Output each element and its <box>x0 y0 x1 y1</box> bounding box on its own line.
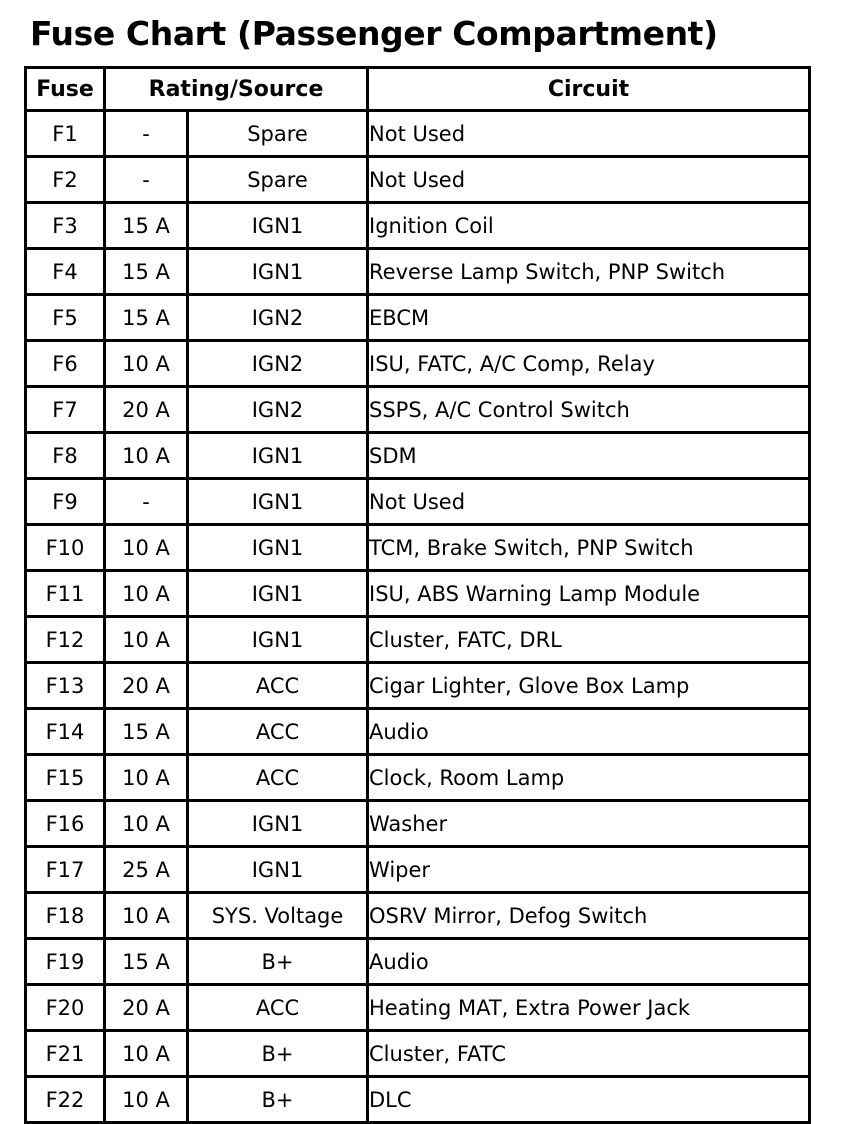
source-cell: ACC <box>188 709 368 755</box>
table-row <box>26 249 810 295</box>
table-row <box>26 111 810 157</box>
rating-cell: 15 A <box>105 709 188 755</box>
table-header-row <box>26 68 810 111</box>
circuit-cell: EBCM <box>368 295 810 341</box>
rating-cell: 10 A <box>105 617 188 663</box>
rating-cell: 10 A <box>105 433 188 479</box>
source-cell: IGN1 <box>188 801 368 847</box>
circuit-cell: Not Used <box>368 479 810 525</box>
circuit-cell: Cigar Lighter, Glove Box Lamp <box>368 663 810 709</box>
fuse-id-cell: F20 <box>26 985 105 1031</box>
fuse-id-cell: F10 <box>26 525 105 571</box>
table-row <box>26 479 810 525</box>
circuit-cell: Audio <box>368 939 810 985</box>
fuse-id-cell: F8 <box>26 433 105 479</box>
circuit-cell: Ignition Coil <box>368 203 810 249</box>
table-row <box>26 571 810 617</box>
fuse-id-cell: F9 <box>26 479 105 525</box>
source-cell: SYS. Voltage <box>188 893 368 939</box>
table-row <box>26 433 810 479</box>
rating-cell: 10 A <box>105 801 188 847</box>
column-header-fuse: Fuse <box>26 68 105 111</box>
table-row <box>26 203 810 249</box>
column-header-rating-source: Rating/Source <box>105 68 368 111</box>
source-cell: Spare <box>188 111 368 157</box>
table-body <box>26 111 810 1123</box>
table-row <box>26 663 810 709</box>
table-row <box>26 1031 810 1077</box>
fuse-id-cell: F16 <box>26 801 105 847</box>
table-row <box>26 755 810 801</box>
fuse-id-cell: F7 <box>26 387 105 433</box>
source-cell: IGN1 <box>188 433 368 479</box>
rating-cell: 20 A <box>105 663 188 709</box>
circuit-cell: Audio <box>368 709 810 755</box>
fuse-chart-table <box>24 66 811 1124</box>
circuit-cell: SSPS, A/C Control Switch <box>368 387 810 433</box>
source-cell: IGN1 <box>188 571 368 617</box>
table-row <box>26 709 810 755</box>
circuit-cell: OSRV Mirror, Defog Switch <box>368 893 810 939</box>
fuse-id-cell: F4 <box>26 249 105 295</box>
circuit-cell: Reverse Lamp Switch, PNP Switch <box>368 249 810 295</box>
fuse-id-cell: F21 <box>26 1031 105 1077</box>
rating-cell: 25 A <box>105 847 188 893</box>
circuit-cell: Cluster, FATC <box>368 1031 810 1077</box>
circuit-cell: Cluster, FATC, DRL <box>368 617 810 663</box>
source-cell: B+ <box>188 1031 368 1077</box>
source-cell: IGN2 <box>188 387 368 433</box>
rating-cell: 20 A <box>105 387 188 433</box>
rating-cell: 10 A <box>105 525 188 571</box>
table-row <box>26 617 810 663</box>
fuse-id-cell: F11 <box>26 571 105 617</box>
fuse-id-cell: F22 <box>26 1077 105 1123</box>
rating-cell: - <box>105 157 188 203</box>
circuit-cell: Not Used <box>368 111 810 157</box>
source-cell: ACC <box>188 663 368 709</box>
fuse-id-cell: F18 <box>26 893 105 939</box>
rating-cell: 10 A <box>105 893 188 939</box>
circuit-cell: SDM <box>368 433 810 479</box>
circuit-cell: TCM, Brake Switch, PNP Switch <box>368 525 810 571</box>
rating-cell: 10 A <box>105 755 188 801</box>
fuse-id-cell: F17 <box>26 847 105 893</box>
circuit-cell: Not Used <box>368 157 810 203</box>
circuit-cell: Heating MAT, Extra Power Jack <box>368 985 810 1031</box>
rating-cell: 10 A <box>105 1077 188 1123</box>
source-cell: IGN1 <box>188 479 368 525</box>
source-cell: Spare <box>188 157 368 203</box>
table-row <box>26 985 810 1031</box>
rating-cell: 15 A <box>105 249 188 295</box>
column-header-circuit: Circuit <box>368 68 810 111</box>
table-header <box>26 68 810 111</box>
table-row <box>26 341 810 387</box>
fuse-id-cell: F19 <box>26 939 105 985</box>
table-row <box>26 801 810 847</box>
rating-cell: 10 A <box>105 1031 188 1077</box>
fuse-id-cell: F1 <box>26 111 105 157</box>
rating-cell: 15 A <box>105 295 188 341</box>
table-row <box>26 525 810 571</box>
rating-cell: 10 A <box>105 341 188 387</box>
circuit-cell: Washer <box>368 801 810 847</box>
table-row <box>26 847 810 893</box>
rating-cell: 10 A <box>105 571 188 617</box>
table-row <box>26 893 810 939</box>
source-cell: ACC <box>188 755 368 801</box>
table-row <box>26 939 810 985</box>
source-cell: IGN1 <box>188 617 368 663</box>
source-cell: B+ <box>188 939 368 985</box>
circuit-cell: Wiper <box>368 847 810 893</box>
source-cell: IGN1 <box>188 249 368 295</box>
source-cell: IGN1 <box>188 203 368 249</box>
fuse-id-cell: F14 <box>26 709 105 755</box>
circuit-cell: DLC <box>368 1077 810 1123</box>
circuit-cell: ISU, ABS Warning Lamp Module <box>368 571 810 617</box>
source-cell: IGN1 <box>188 847 368 893</box>
fuse-id-cell: F5 <box>26 295 105 341</box>
source-cell: IGN2 <box>188 295 368 341</box>
source-cell: B+ <box>188 1077 368 1123</box>
fuse-id-cell: F12 <box>26 617 105 663</box>
fuse-id-cell: F15 <box>26 755 105 801</box>
fuse-id-cell: F13 <box>26 663 105 709</box>
circuit-cell: ISU, FATC, A/C Comp, Relay <box>368 341 810 387</box>
source-cell: IGN1 <box>188 525 368 571</box>
source-cell: IGN2 <box>188 341 368 387</box>
rating-cell: 20 A <box>105 985 188 1031</box>
fuse-id-cell: F2 <box>26 157 105 203</box>
circuit-cell: Clock, Room Lamp <box>368 755 810 801</box>
table-row <box>26 387 810 433</box>
fuse-id-cell: F6 <box>26 341 105 387</box>
rating-cell: - <box>105 111 188 157</box>
source-cell: ACC <box>188 985 368 1031</box>
page-title: Fuse Chart (Passenger Compartment) <box>30 14 718 53</box>
rating-cell: 15 A <box>105 939 188 985</box>
fuse-id-cell: F3 <box>26 203 105 249</box>
rating-cell: - <box>105 479 188 525</box>
table-row <box>26 157 810 203</box>
table-row <box>26 295 810 341</box>
rating-cell: 15 A <box>105 203 188 249</box>
table-row <box>26 1077 810 1123</box>
